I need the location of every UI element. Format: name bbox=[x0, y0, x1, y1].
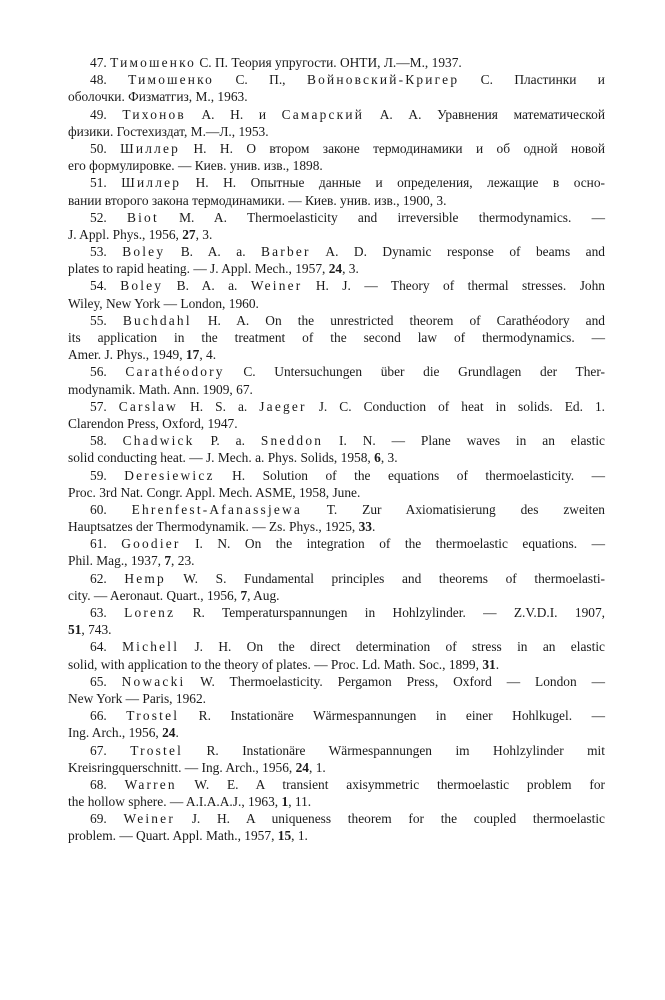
reference-line bbox=[68, 192, 605, 209]
reference-text: , 23. bbox=[171, 553, 195, 569]
reference-line bbox=[68, 827, 605, 844]
reference-volume: 7 bbox=[164, 553, 172, 569]
reference-entry bbox=[68, 312, 605, 364]
reference-text: M. A. Thermoelasticity and irreversible thermodynamics. — bbox=[158, 209, 605, 225]
reference-number: 68. bbox=[90, 776, 125, 792]
reference-entry bbox=[68, 467, 606, 501]
reference-text: вании второго закона термодинамики. — Киев. унив. изв., 1900, 3. bbox=[68, 192, 447, 208]
reference-line bbox=[68, 484, 605, 501]
reference-volume: 15 bbox=[277, 828, 292, 844]
reference-number: 69. bbox=[90, 811, 124, 827]
reference-text: . bbox=[371, 519, 376, 535]
reference-text: B. A. a. bbox=[165, 244, 262, 260]
reference-line bbox=[68, 621, 605, 638]
reference-text: С. П. Теория упругости. ОНТИ, Л.—М., 1937. bbox=[196, 55, 462, 70]
reference-number: 58. bbox=[90, 433, 123, 449]
reference-volume: 7 bbox=[240, 587, 248, 603]
reference-text: T. Zur Axiomatisierung des zweiten bbox=[302, 501, 605, 517]
reference-author: Тимошенко bbox=[128, 72, 215, 88]
reference-text: Amer. J. Phys., 1949, bbox=[68, 347, 186, 363]
reference-author: Weiner bbox=[250, 278, 303, 294]
reference-line bbox=[90, 742, 605, 759]
reference-author: Barber bbox=[261, 244, 311, 260]
reference-text: city. — Aeronaut. Quart., 1956, bbox=[68, 587, 241, 603]
reference-author: Тихонов bbox=[122, 106, 186, 122]
reference-number: 60. bbox=[90, 501, 132, 517]
reference-line bbox=[90, 638, 605, 655]
reference-volume: 51 bbox=[68, 622, 82, 638]
reference-text: R. Temperaturspannungen in Hohlzylinder. — Z.V.D.I. 1907, bbox=[175, 605, 605, 620]
reference-author: Carathéodory bbox=[125, 364, 225, 380]
reference-line bbox=[90, 106, 605, 123]
reference-text: modynamik. Math. Ann. 1909, 67. bbox=[68, 381, 253, 397]
reference-text: Wiley, New York — London, 1960. bbox=[68, 295, 259, 311]
reference-author: Boley bbox=[120, 278, 164, 294]
reference-line bbox=[68, 260, 605, 277]
reference-line bbox=[68, 793, 605, 810]
reference-number: 59. bbox=[90, 467, 125, 483]
reference-number: 64. bbox=[90, 639, 123, 655]
reference-entry bbox=[68, 243, 605, 277]
reference-author: Boley bbox=[122, 244, 166, 260]
reference-text: , 4. bbox=[199, 347, 217, 363]
reference-author: Buchdahl bbox=[122, 312, 192, 328]
reference-line bbox=[90, 776, 605, 793]
reference-author: Lorenz bbox=[124, 605, 176, 620]
reference-line bbox=[68, 724, 605, 741]
reference-line bbox=[68, 415, 605, 432]
reference-entry bbox=[68, 604, 605, 638]
reference-text: оболочки. Физматгиз, М., 1963. bbox=[68, 89, 248, 105]
reference-number: 51. bbox=[90, 175, 122, 191]
reference-text: H. S. a. bbox=[178, 398, 260, 414]
reference-text: New York — Paris, 1962. bbox=[68, 690, 207, 706]
reference-text: , 1. bbox=[309, 759, 326, 775]
reference-entry bbox=[68, 432, 605, 466]
reference-text: Ing. Arch., 1956, bbox=[68, 725, 163, 741]
reference-text: . bbox=[495, 656, 500, 672]
reference-text: А. Н. и bbox=[185, 106, 282, 122]
reference-number: 66. bbox=[90, 708, 127, 724]
reference-author: Deresiewicz bbox=[124, 467, 215, 483]
reference-author: Тимошенко bbox=[110, 55, 197, 70]
reference-number: 61. bbox=[90, 536, 122, 552]
reference-author: Hemp bbox=[124, 570, 166, 586]
reference-line bbox=[90, 71, 605, 88]
reference-text: solid conducting heat. — J. Mech. a. Phys. Solids, 1958, bbox=[68, 450, 375, 466]
reference-volume: 6 bbox=[374, 450, 381, 466]
reference-number: 55. bbox=[90, 312, 123, 328]
reference-text: J. Appl. Phys., 1956, bbox=[68, 226, 183, 242]
reference-text: Kreisringquerschnitt. — Ing. Arch., 1956, bbox=[68, 759, 296, 775]
reference-text: I. N. On the integration of the thermoelastic equations. — bbox=[180, 536, 605, 552]
reference-number: 65. bbox=[90, 673, 122, 689]
reference-line bbox=[68, 88, 605, 105]
reference-volume: 24 bbox=[295, 759, 309, 775]
reference-text: С. П., bbox=[214, 72, 307, 88]
reference-line bbox=[90, 810, 605, 827]
reference-entry bbox=[68, 277, 605, 311]
reference-line bbox=[68, 449, 605, 466]
reference-text: А. А. Уравнения математической bbox=[364, 106, 605, 122]
reference-line bbox=[90, 467, 605, 484]
reference-author: Шиллер bbox=[120, 140, 181, 156]
reference-volume: 31 bbox=[482, 656, 496, 672]
reference-entry bbox=[68, 638, 605, 672]
reference-entry bbox=[68, 140, 605, 174]
reference-text: , 743. bbox=[81, 622, 112, 638]
reference-number: 48. bbox=[90, 72, 129, 88]
reference-text: P. a. bbox=[194, 433, 261, 449]
reference-text: B. A. a. bbox=[163, 278, 251, 294]
reference-line bbox=[90, 243, 605, 260]
reference-number: 62. bbox=[90, 570, 125, 586]
reference-line bbox=[68, 552, 605, 569]
reference-text: R. Instationäre Wärmespannungen in einer Hohlkugel. — bbox=[179, 708, 605, 724]
reference-text: solid, with application to the theory of plates. — Proc. Ld. Math. Soc., 1899, bbox=[68, 656, 483, 672]
reference-entry bbox=[68, 810, 605, 844]
reference-entry bbox=[90, 54, 605, 71]
reference-text: , 3. bbox=[342, 261, 359, 277]
reference-number: 47. bbox=[90, 55, 111, 70]
reference-text: C. Untersuchungen über die Grundlagen der Ther- bbox=[224, 364, 605, 380]
reference-line bbox=[68, 157, 605, 174]
reference-line bbox=[90, 277, 605, 294]
reference-line bbox=[90, 363, 605, 380]
reference-number: 63. bbox=[90, 605, 125, 620]
reference-line bbox=[90, 398, 605, 415]
reference-entry bbox=[68, 570, 606, 604]
reference-text: , 11. bbox=[288, 794, 312, 810]
reference-text: . bbox=[175, 725, 179, 741]
reference-line bbox=[68, 381, 605, 398]
reference-volume: 1 bbox=[281, 794, 289, 810]
reference-line bbox=[68, 759, 605, 776]
reference-line bbox=[90, 570, 605, 587]
reference-volume: 24 bbox=[162, 725, 176, 741]
reference-text: Н. Н. О втором законе термодинамики и об одной новой bbox=[180, 140, 605, 156]
reference-line bbox=[90, 535, 605, 552]
reference-entry bbox=[68, 363, 605, 397]
reference-line bbox=[68, 656, 605, 673]
reference-author: Trostel bbox=[130, 742, 184, 758]
reference-text: Clarendon Press, Oxford, 1947. bbox=[68, 415, 238, 431]
reference-text: A. D. Dynamic response of beams and bbox=[310, 244, 605, 260]
reference-line bbox=[90, 209, 605, 226]
reference-line bbox=[68, 518, 605, 535]
reference-line bbox=[90, 174, 605, 191]
reference-text: , 3. bbox=[195, 226, 213, 242]
reference-author: Goodier bbox=[121, 536, 181, 552]
reference-author: Carslaw bbox=[118, 398, 179, 414]
reference-text: H. J. — Theory of thermal stresses. John bbox=[302, 278, 605, 294]
reference-volume: 24 bbox=[328, 261, 343, 277]
reference-volume: 17 bbox=[185, 347, 200, 363]
reference-text: , Aug. bbox=[247, 587, 280, 603]
reference-text: H. A. On the unrestricted theorem of Carathéodory and bbox=[191, 312, 605, 328]
reference-entry bbox=[68, 174, 605, 208]
reference-number: 50. bbox=[90, 140, 121, 156]
reference-line bbox=[90, 54, 605, 71]
reference-entry bbox=[68, 71, 605, 105]
reference-line bbox=[90, 673, 605, 690]
reference-author: Warren bbox=[124, 776, 177, 792]
reference-author: Michell bbox=[122, 639, 180, 655]
reference-entry bbox=[68, 398, 605, 432]
reference-text: R. Instationäre Wärmespannungen im Hohlzylinder mit bbox=[183, 742, 605, 758]
reference-line bbox=[90, 501, 605, 518]
reference-line bbox=[68, 329, 605, 346]
reference-entry bbox=[68, 707, 605, 741]
reference-author: Самарский bbox=[281, 106, 365, 122]
reference-number: 49. bbox=[90, 106, 123, 122]
reference-author: Biot bbox=[127, 209, 159, 225]
reference-text: problem. — Quart. Appl. Math., 1957, bbox=[68, 828, 278, 844]
reference-entry bbox=[68, 742, 605, 776]
reference-entry bbox=[68, 106, 605, 140]
reference-list bbox=[68, 54, 606, 845]
reference-entry bbox=[68, 673, 605, 707]
reference-author: Weiner bbox=[123, 811, 175, 827]
reference-text: W. E. A transient axisymmetric thermoelastic problem for bbox=[176, 776, 605, 792]
reference-number: 53. bbox=[90, 244, 123, 260]
reference-line bbox=[90, 432, 605, 449]
reference-number: 67. bbox=[90, 742, 131, 758]
reference-text: его формулировке. — Киев. унив. изв., 1898. bbox=[68, 158, 323, 174]
reference-author: Sneddon bbox=[260, 433, 324, 449]
reference-text: С. Пластинки и bbox=[459, 72, 605, 88]
reference-text: , 3. bbox=[380, 450, 398, 466]
reference-author: Jaeger bbox=[259, 398, 307, 414]
reference-line bbox=[90, 312, 605, 329]
reference-text: физики. Гостехиздат, М.—Л., 1953. bbox=[68, 123, 269, 139]
reference-line bbox=[90, 140, 605, 157]
reference-text: H. Solution of the equations of thermoelasticity. — bbox=[214, 467, 606, 483]
reference-line bbox=[90, 707, 605, 724]
reference-line bbox=[68, 226, 605, 243]
reference-author: Войновский-Кригер bbox=[306, 72, 460, 88]
reference-text: J. H. On the direct determination of stress in an elastic bbox=[179, 639, 605, 655]
reference-text: Phil. Mag., 1937, bbox=[68, 553, 165, 569]
reference-text: I. N. — Plane waves in an elastic bbox=[323, 433, 605, 449]
reference-line bbox=[68, 295, 605, 312]
reference-line bbox=[68, 123, 605, 140]
reference-text: J. H. A uniqueness theorem for the coupled thermoelastic bbox=[174, 811, 605, 827]
reference-text: J. C. Conduction of heat in solids. Ed. 1. bbox=[306, 398, 605, 414]
reference-text: , 1. bbox=[291, 828, 308, 844]
reference-text: Hauptsatzes der Thermodynamik. — Zs. Phys., 1925, bbox=[68, 519, 359, 535]
reference-author: Chadwick bbox=[122, 433, 195, 449]
reference-text: W. S. Fundamental principles and theorems of thermoelasti- bbox=[165, 570, 606, 586]
reference-number: 56. bbox=[90, 364, 126, 380]
reference-author: Trostel bbox=[126, 708, 180, 724]
reference-text: the hollow sphere. — A.I.A.A.J., 1963, bbox=[68, 794, 282, 810]
reference-text: W. Thermoelasticity. Pergamon Press, Oxford — London — bbox=[185, 673, 605, 689]
reference-volume: 27 bbox=[182, 226, 196, 242]
reference-number: 52. bbox=[90, 209, 127, 225]
reference-text: plates to rapid heating. — J. Appl. Mech., 1957, bbox=[68, 261, 329, 277]
reference-line bbox=[68, 690, 605, 707]
reference-author: Шиллер bbox=[121, 175, 182, 191]
reference-entry bbox=[68, 209, 605, 243]
reference-entry bbox=[68, 776, 605, 810]
reference-entry bbox=[68, 535, 605, 569]
reference-text: Н. Н. Опытные данные и определения, лежащие в осно- bbox=[181, 175, 605, 191]
reference-text: Proc. 3rd Nat. Congr. Appl. Mech. ASME, 1958, June. bbox=[68, 484, 361, 500]
reference-volume: 33 bbox=[358, 519, 372, 535]
reference-author: Nowacki bbox=[121, 673, 186, 689]
reference-number: 57. bbox=[90, 398, 119, 414]
reference-number: 54. bbox=[90, 278, 121, 294]
reference-line bbox=[90, 604, 605, 621]
reference-line bbox=[68, 346, 605, 363]
reference-author: Ehrenfest-Afanassjewa bbox=[131, 501, 303, 517]
reference-text: its application in the treatment of the second law of thermodynamics. — bbox=[68, 330, 605, 345]
reference-entry bbox=[68, 501, 605, 535]
reference-line bbox=[68, 587, 605, 604]
